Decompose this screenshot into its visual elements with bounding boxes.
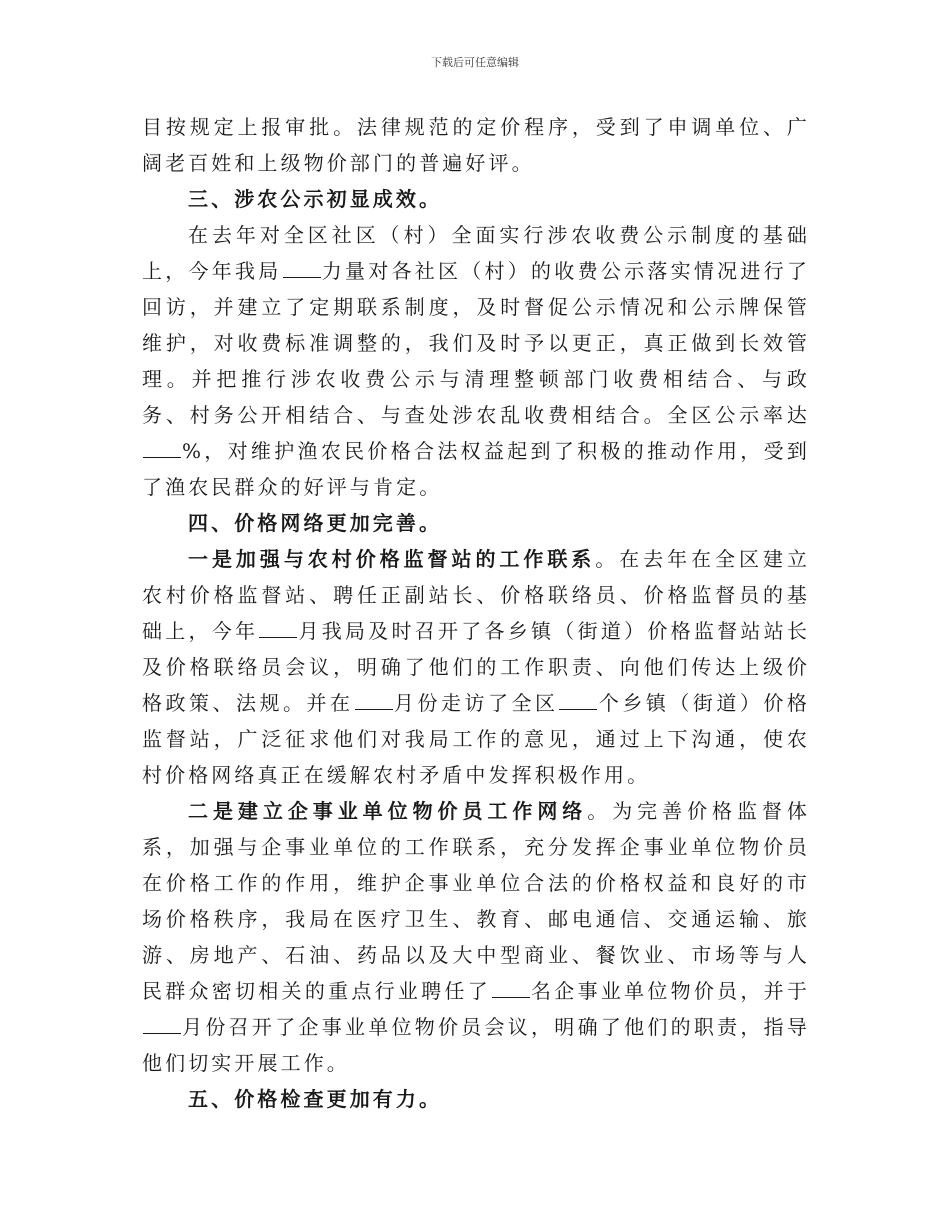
fill-blank (143, 439, 181, 458)
text-run: 力量对各社区（村）的收费公示落实情况进行了回访，并建立了定期联系制度，及时督促公示情况和公示牌保管维护，对收费标准调整的，我们及时予以更正，真正做到长效管理。并把推行涉农收费公示与清理整顿部门收费相结合、与政务、村务公开相结合、与查处涉农乱收费相结合。全区公示率达 (142, 259, 810, 427)
fill-blank (283, 259, 321, 278)
fill-blank (143, 1015, 181, 1034)
document-body (142, 109, 810, 1117)
text-run: 名企事业单位物价员，并于 (530, 979, 811, 1003)
text-run: 。为完善价格监督体系，加强与企事业单位的工作联系，充分发挥企事业单位物价员在价格工作的作用，维护企事业单位合法的价格权益和良好的市场价格秩序，我局在医疗卫生、教育、邮电通信、交通运输、旅游、房地产、石油、药品以及大中型商业、餐饮业、市场等与人民群众密切相关的重点行业聘任了 (142, 799, 810, 1003)
page-header-note: 下载后可任意编辑 (431, 56, 519, 69)
fill-blank (559, 691, 597, 710)
section-heading-3: 三、涉农公示初显成效。 (188, 187, 443, 211)
text-run: 月份召开了企事业单位物价员会议，明确了他们的职责，指导他们切实开展工作。 (142, 1015, 810, 1075)
section-heading-5: 五、价格检查更加有力。 (188, 1087, 443, 1111)
text-run: 月我局及时召开了各乡镇（街道）价格监督站站长及价格联络员会议，明确了他们的工作职责、向他们传达上级价格政策、法规。并在 (142, 619, 810, 715)
fill-blank (492, 979, 530, 998)
fill-blank (259, 619, 297, 638)
section-heading-4: 四、价格网络更加完善。 (188, 511, 443, 535)
text-run: %，对维护渔农民价格合法权益起到了积极的推动作用，受到了渔农民群众的好评与肯定。 (142, 439, 810, 499)
paragraph-enterprise-network (142, 793, 810, 1081)
lead-phrase: 一是加强与农村价格监督站的工作联系 (188, 547, 596, 571)
text-run: 个乡镇（街道）价格监督站，广泛征求他们对我局工作的意见，通过上下沟通，使农村价格网络真正在缓解农村矛盾中发挥积极作用。 (142, 691, 810, 787)
paragraph-continuation: 目按规定上报审批。法律规范的定价程序，受到了申调单位、广阔老百姓和上级物价部门的普遍好评。 (142, 115, 810, 175)
paragraph-rural-stations (142, 541, 810, 793)
text-run: 月份走访了全区 (393, 691, 559, 715)
fill-blank (355, 691, 393, 710)
text-run: 。在去年在全区建立农村价格监督站、聘任正副站长、价格联络员、价格监督员的基础上，今年 (142, 547, 810, 643)
text-run: 在去年对全区社区（村）全面实行涉农收费公示制度的基础上，今年我局 (142, 223, 810, 283)
paragraph-agri-disclosure (142, 217, 810, 505)
lead-phrase: 二是建立企事业单位物价员工作网络 (188, 799, 588, 823)
